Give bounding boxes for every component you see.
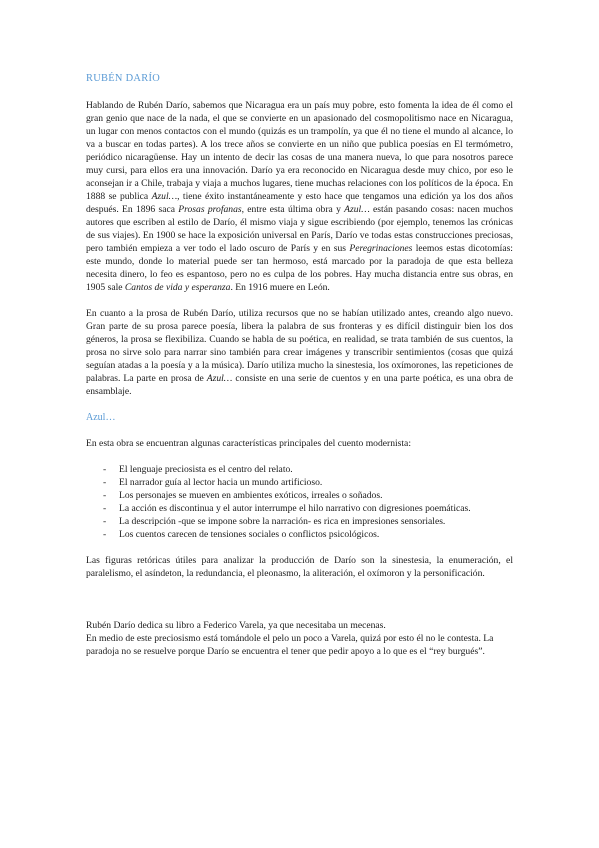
features-intro: En esta obra se encuentran algunas características principales del cuento modernista: [86,438,411,449]
list-item [86,528,513,541]
text-run: , entre esta última obra y [241,204,345,215]
text-run: leemos estas dicotomías: este mundo, donde lo material puede ser tan hermoso, está marcado por la paradoja de que esta belleza necesita dinero, lo feo es espantoso, pero no es culpa de los pobres. Hay mucha distancia entre sus obras, en 1905 sale [86,243,513,293]
list-item-text: Los personajes se mueven en ambientes exóticos, irreales o soñados. [119,490,383,501]
italic-title-run: Azul… [151,191,178,202]
text-run: En cuanto a la prosa de Rubén Darío, utiliza recursos que no se habían utilizado antes, creando algo nuevo. Gran parte de su prosa parece poesía, libera la palabra de sus fronteras y es difícil distinguir bien los dos géneros, la prosa se flexibiliza. Cuando se habla de su poética, en realidad, se trata también de sus cuentos, la prosa no sirve solo para narrar sino también para crear imágenes y transcribir sentimientos (cosas que quizá seguían atadas a la poesía y a la música). Darío utiliza mucho la sinestesia, los oxímorones, las repeticiones de palabras. La parte en prosa de [86,308,513,384]
list-item [86,502,513,515]
dedication-line: Rubén Darío dedica su libro a Federico Varela, ya que necesitaba un mecenas. [86,620,386,631]
list-dash: - [103,503,107,514]
list-item [86,489,513,502]
italic-title-run: Azul… [206,373,233,384]
text-run: Hablando de Rubén Darío, sabemos que Nicaragua era un país muy pobre, esto fomenta la idea de él como el gran genio que nace de la nada, el que se convierte en un apasionado del cosmopolitismo nace en Nicaragua, un lugar con menos contactos con el mundo (quizás es un trampolín, ya que él no tiene el mundo al alcance, lo va a buscar en todas partes). A los trece años se convierte en un niño que publica poesías en El termómetro, periódico nicaragüense. Hay un intento de decir las cosas de una manera nueva, lo que para nosotros parece muy cursi, para ellos era una innovación. Darío ya era reconocido en Nicaragua desde muy chico, por eso le aconsejan ir a Chile, trabaja y viaja a muchos lugares, tiene muchas relaciones con los políticos de la época. En 1888 se publica [86,100,513,202]
list-item-text: El narrador guía al lector hacia un mundo artificioso. [119,477,323,488]
italic-title-run: Prosas profanas [178,204,242,215]
list-dash: - [103,477,107,488]
list-item-text: La acción es discontinua y el autor interrumpe el hilo narrativo con digresiones poemáticas. [119,503,471,514]
list-item-text: El lenguaje preciosista es el centro del relato. [119,464,293,475]
list-dash: - [103,516,107,527]
biography-paragraph [86,99,513,294]
text-run: . En 1916 muere en León. [230,282,330,293]
list-item-text: La descripción -que se impone sobre la narración- es rica en impresiones sensoriales. [119,516,446,527]
text-run: , tiene éxito instantáneamente y esto hace que tengamos una edición ya los dos años después. En 1896 saca [86,191,513,215]
list-item-text: Los cuentos carecen de tensiones sociales o conflictos psicológicos. [119,529,380,540]
list-dash: - [103,464,107,475]
rhetorical-figures-paragraph: Las figuras retóricas útiles para analizar la producción de Darío son la sinestesia, la enumeración, el paralelismo, el asíndeton, la redundancia, el pleonasmo, la aliteración, el oxímoron y la personificación. [86,555,513,579]
italic-title-run: Peregrinaciones [349,243,413,254]
list-item [86,463,513,476]
list-dash: - [103,529,107,540]
text-run: consiste en una serie de cuentos y en una parte poética, es una obra de ensamblaje. [86,373,513,397]
dedication-line: En medio de este preciosismo está tomándole el pelo un poco a Varela, quizá por esto él no le contesta. La paradoja no se resuelve porque Darío se encuentra el tener que pedir apoyo a lo que es el “rey burgués”. [86,633,494,657]
prose-paragraph [86,307,513,398]
section-subtitle: Azul… [86,412,116,423]
page-title: RUBÉN DARÍO [86,73,161,84]
italic-title-run: Cantos de vida y esperanza [124,282,231,293]
list-item [86,476,513,489]
dedication-paragraph [86,619,513,658]
italic-title-run: Azul… [344,204,370,215]
list-item [86,515,513,528]
text-run: están pasando cosas: nacen muchos autores que escriben al estilo de Darío, él mismo viaja y sigue escribiendo (por ejemplo, tenemos las crónicas de sus viajes). En 1900 se hace la exposición universal en París, Darío ve todas estas construcciones preciosas, pero también empieza a ver todo el lado oscuro de París y en sus [86,204,513,254]
spacer [86,593,513,619]
list-dash: - [103,490,107,501]
features-list [86,463,513,541]
